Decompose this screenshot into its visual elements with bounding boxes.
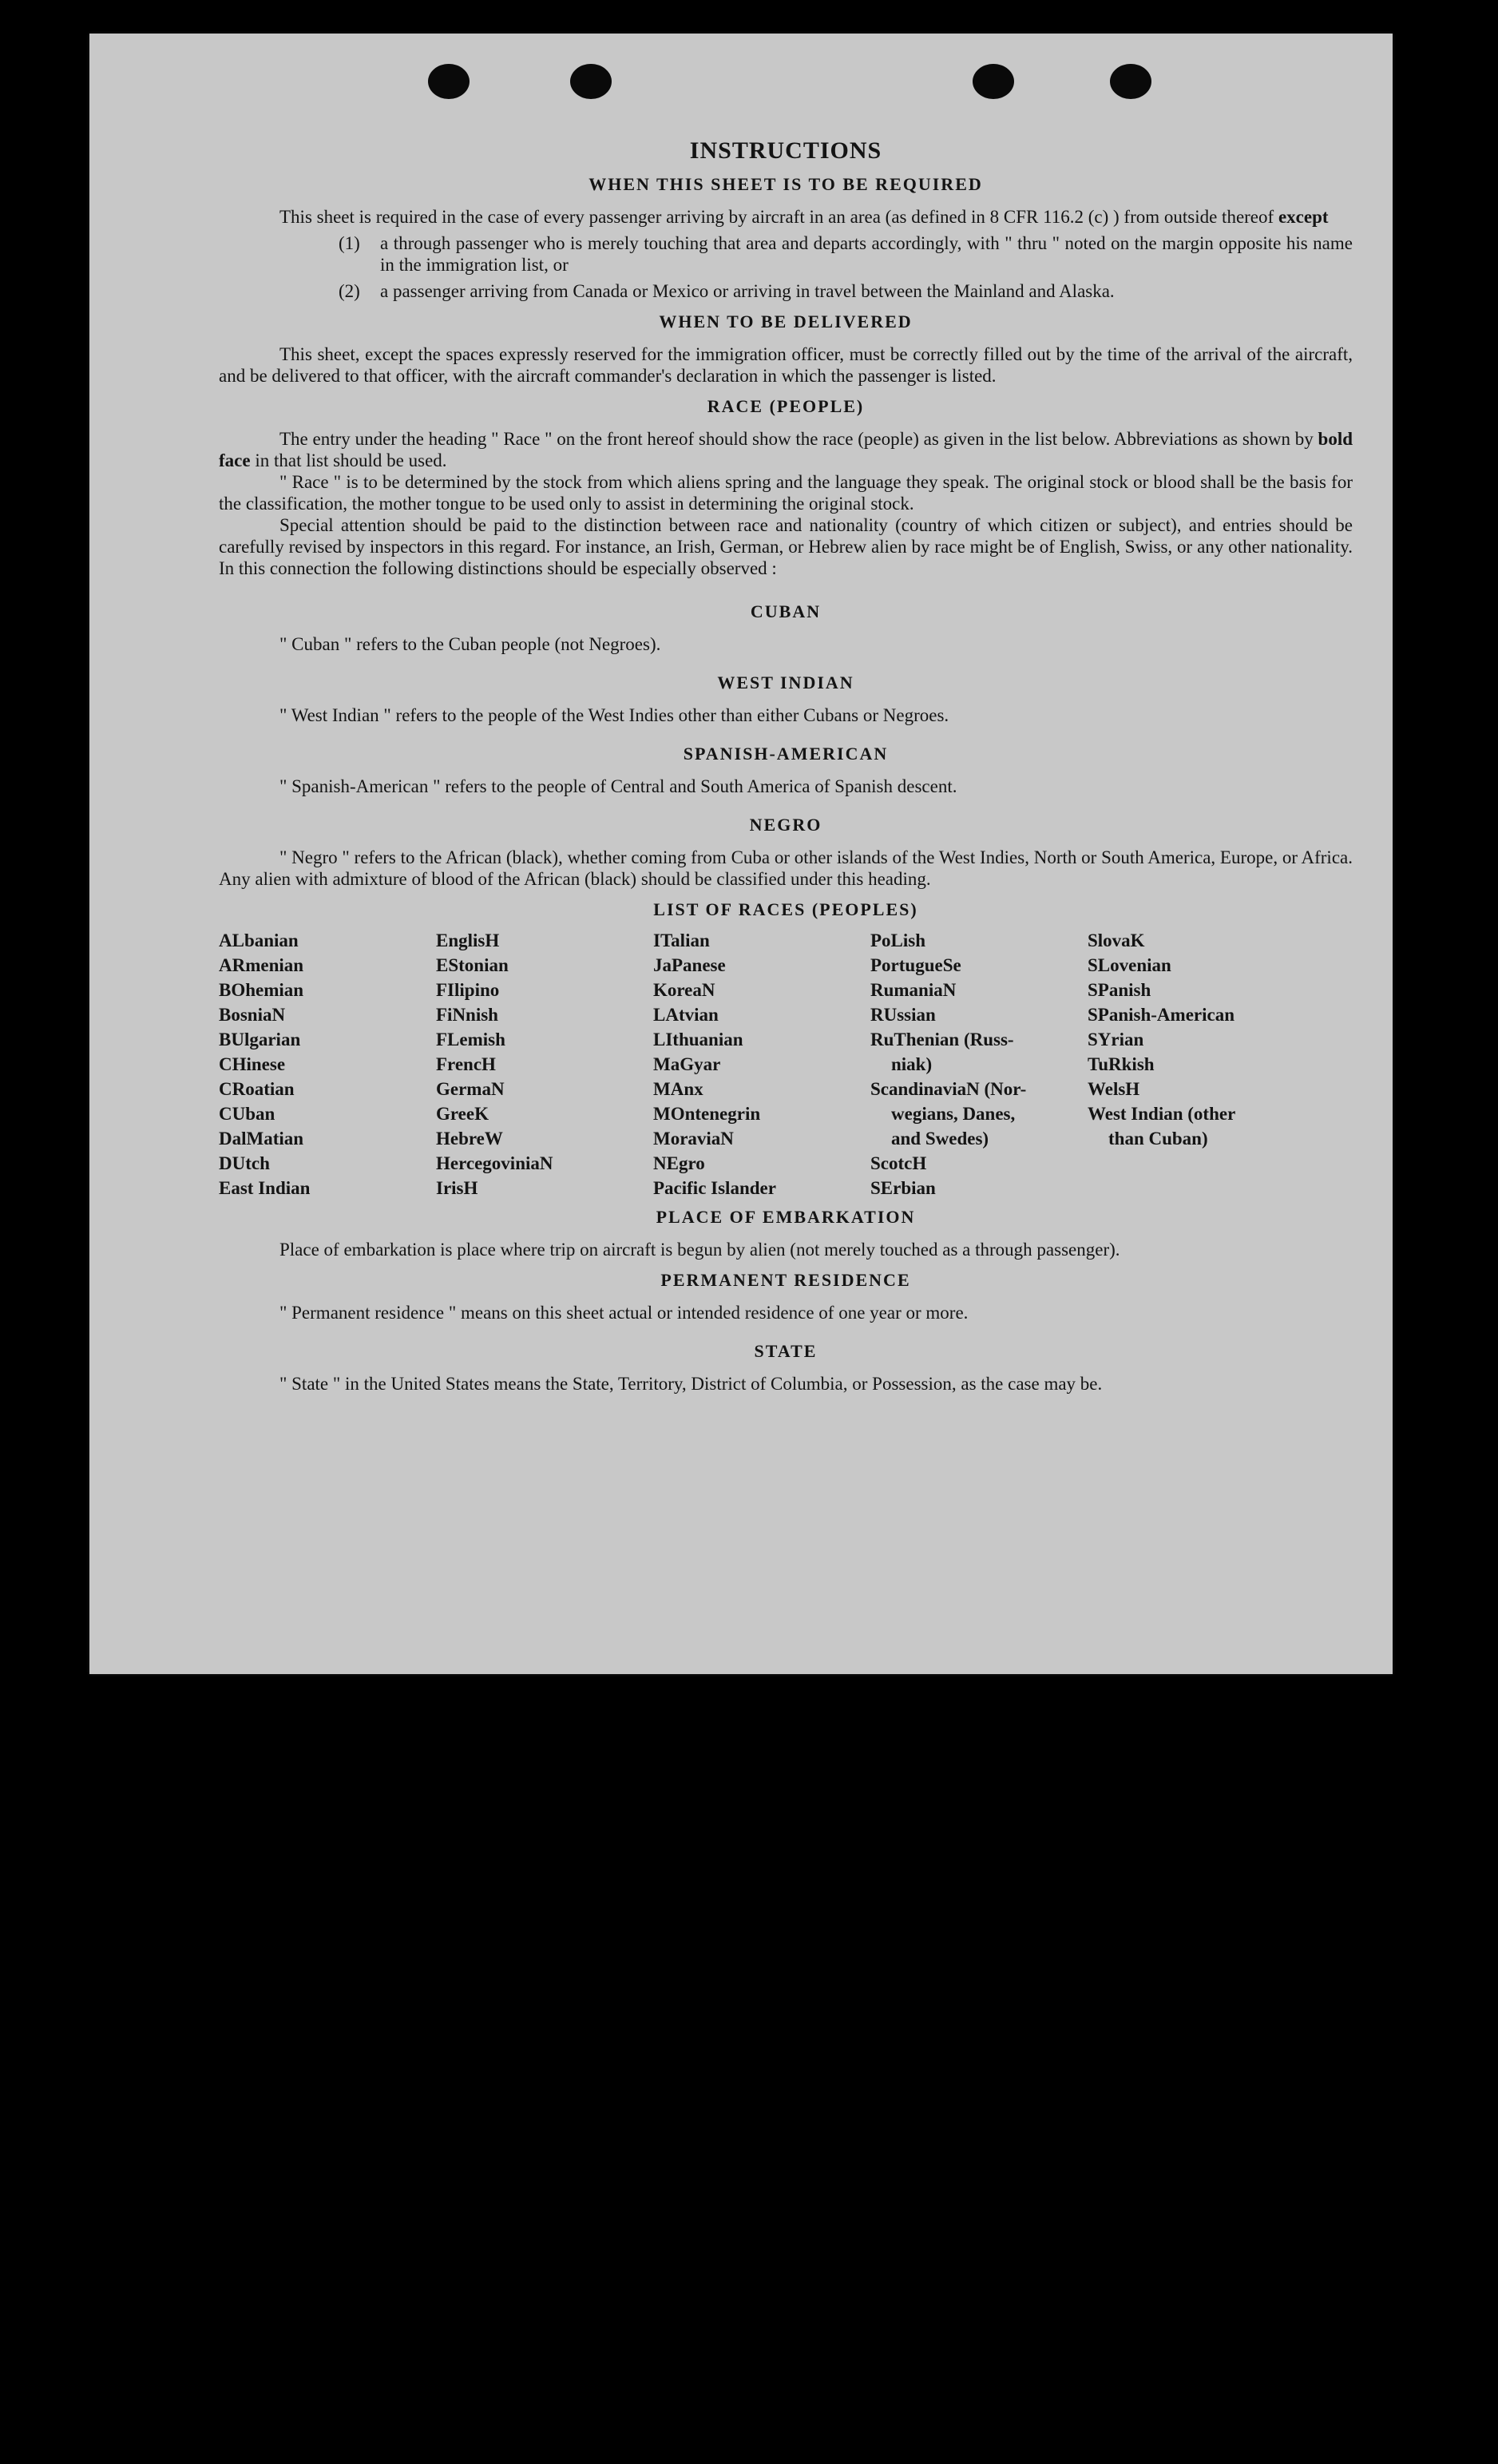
race-item: RUssian — [870, 1005, 936, 1025]
section-heading: WHEN TO BE DELIVERED — [659, 311, 913, 331]
race-item: SlovaK — [1088, 930, 1145, 950]
list-item: (2) a passenger arriving from Canada or Mexico or arriving in travel between the Mainland and Alaska. — [339, 281, 1115, 301]
race-item: MaGyar — [653, 1054, 721, 1074]
paragraph: " Permanent residence " means on this sheet actual or intended residence of one year or more. — [279, 1303, 969, 1323]
race-item: PoLish — [870, 930, 926, 950]
section-heading: SPANISH-AMERICAN — [683, 744, 889, 764]
races-column — [653, 928, 870, 1200]
race-item: FrencH — [436, 1054, 496, 1074]
section-heading: PERMANENT RESIDENCE — [660, 1270, 911, 1290]
paragraph: " Cuban " refers to the Cuban people (not Negroes). — [279, 634, 661, 654]
race-item: LAtvian — [653, 1005, 719, 1025]
race-item: CUban — [219, 1104, 275, 1124]
race-item: wegians, Danes, — [891, 1104, 1016, 1124]
race-item: SLovenian — [1088, 955, 1171, 975]
section-heading: CUBAN — [750, 601, 822, 621]
paragraph: " West Indian " refers to the people of the West Indies other than either Cubans or Negroes. — [279, 705, 949, 725]
race-item: CHinese — [219, 1054, 286, 1074]
race-item: and Swedes) — [891, 1129, 989, 1149]
race-item: SPanish — [1088, 980, 1151, 1000]
race-item: BosniaN — [219, 1005, 286, 1025]
punch-hole — [973, 64, 1014, 99]
race-item: IrisH — [436, 1178, 478, 1198]
race-item: LIthuanian — [653, 1030, 743, 1049]
section-heading: NEGRO — [749, 815, 822, 835]
races-column — [1088, 928, 1305, 1200]
race-item: PortugueSe — [870, 955, 961, 975]
race-item: MOntenegrin — [653, 1104, 761, 1124]
punch-hole — [1110, 64, 1151, 99]
race-item: than Cuban) — [1108, 1129, 1208, 1149]
race-item: EnglisH — [436, 930, 500, 950]
instructions-content — [219, 137, 1353, 1395]
race-item: EStonian — [436, 955, 509, 975]
punch-hole — [428, 64, 470, 99]
race-item: WelsH — [1088, 1079, 1140, 1099]
race-item: DalMatian — [219, 1129, 304, 1149]
race-item: West Indian (other — [1088, 1104, 1236, 1124]
race-item: MoraviaN — [653, 1129, 734, 1149]
paragraph: The entry under the heading " Race " on the front hereof should show the race (people) as given in the list below. Abbreviations as shown by bold face in that list should be used. — [219, 429, 1353, 470]
section-heading: RACE (PEOPLE) — [707, 396, 865, 416]
paragraph: This sheet is required in the case of every passenger arriving by aircraft in an area (as defined in 8 CFR 116.2 (c) ) from outside thereof except — [279, 207, 1329, 227]
paragraph: This sheet, except the spaces expressly reserved for the immigration officer, must be correctly filled out by the time of the arrival of the aircraft, and be delivered to that officer, with the aircraft commander's declaration in which the passenger is listed. — [219, 344, 1353, 386]
race-item: ARmenian — [219, 955, 304, 975]
race-item: RuThenian (Russ- — [870, 1030, 1014, 1049]
paragraph: Special attention should be paid to the distinction between race and nationality (country of which citizen or subject), and entries should be carefully revised by inspectors in this regard. For instance, an Irish, German, or Hebrew alien by race might be of English, Swiss, or any other nationality. In this connection the following distinctions should be especially observed : — [219, 515, 1353, 578]
race-item: SYrian — [1088, 1030, 1144, 1049]
race-item: GermaN — [436, 1079, 505, 1099]
race-item: FIlipino — [436, 980, 500, 1000]
race-item: FLemish — [436, 1030, 505, 1049]
race-item: ScotcH — [870, 1153, 927, 1173]
race-item: DUtch — [219, 1153, 270, 1173]
race-item: ScandinaviaN (Nor- — [870, 1079, 1027, 1099]
race-item: ALbanian — [219, 930, 299, 950]
races-column — [870, 928, 1088, 1200]
race-item: SPanish-American — [1088, 1005, 1234, 1025]
races-column — [219, 928, 436, 1200]
paragraph: " State " in the United States means the State, Territory, District of Columbia, or Possession, as the case may be. — [279, 1374, 1103, 1394]
paragraph: " Negro " refers to the African (black), whether coming from Cuba or other islands of the West Indies, North or South America, Europe, or Africa. Any alien with admixture of blood of the African (black) should be classified under this heading. — [219, 847, 1353, 889]
race-item: TuRkish — [1088, 1054, 1155, 1074]
section-heading: WHEN THIS SHEET IS TO BE REQUIRED — [588, 174, 983, 194]
race-item: SErbian — [870, 1178, 936, 1198]
race-item: HebreW — [436, 1129, 503, 1149]
race-item: FiNnish — [436, 1005, 498, 1025]
race-item: MAnx — [653, 1079, 703, 1099]
race-item: GreeK — [436, 1104, 489, 1124]
race-item: CRoatian — [219, 1079, 295, 1099]
paragraph: Place of embarkation is place where trip on aircraft is begun by alien (not merely touched as a through passenger). — [279, 1240, 1120, 1260]
section-heading: WEST INDIAN — [717, 673, 854, 692]
race-item: ITalian — [653, 930, 710, 950]
races-list — [219, 928, 1353, 1200]
race-item: niak) — [891, 1054, 933, 1074]
race-item: East Indian — [219, 1178, 311, 1198]
race-item: JaPanese — [653, 955, 726, 975]
section-heading: STATE — [754, 1341, 818, 1361]
race-item: NEgro — [653, 1153, 705, 1173]
section-heading: PLACE OF EMBARKATION — [656, 1207, 916, 1227]
race-item: BOhemian — [219, 980, 304, 1000]
list-item: (1) a through passenger who is merely touching that area and departs accordingly, with " thru " noted on the margin opposite his name in the immigration list, or — [339, 233, 1353, 275]
race-item: RumaniaN — [870, 980, 957, 1000]
paragraph: " Race " is to be determined by the stock from which aliens spring and the language they speak. The original stock or blood shall be the basis for the classification, the mother tongue to be used only to assist in determining the original stock. — [219, 472, 1353, 514]
paragraph: " Spanish-American " refers to the people of Central and South America of Spanish descent. — [279, 776, 957, 796]
races-column — [436, 928, 653, 1200]
race-item: HercegoviniaN — [436, 1153, 553, 1173]
document-sheet — [89, 34, 1393, 1674]
race-item: Pacific Islander — [653, 1178, 776, 1198]
punch-hole — [570, 64, 612, 99]
race-item: BUlgarian — [219, 1030, 301, 1049]
race-item: KoreaN — [653, 980, 715, 1000]
section-heading: LIST OF RACES (PEOPLES) — [653, 899, 918, 919]
page-title: INSTRUCTIONS — [689, 137, 882, 164]
